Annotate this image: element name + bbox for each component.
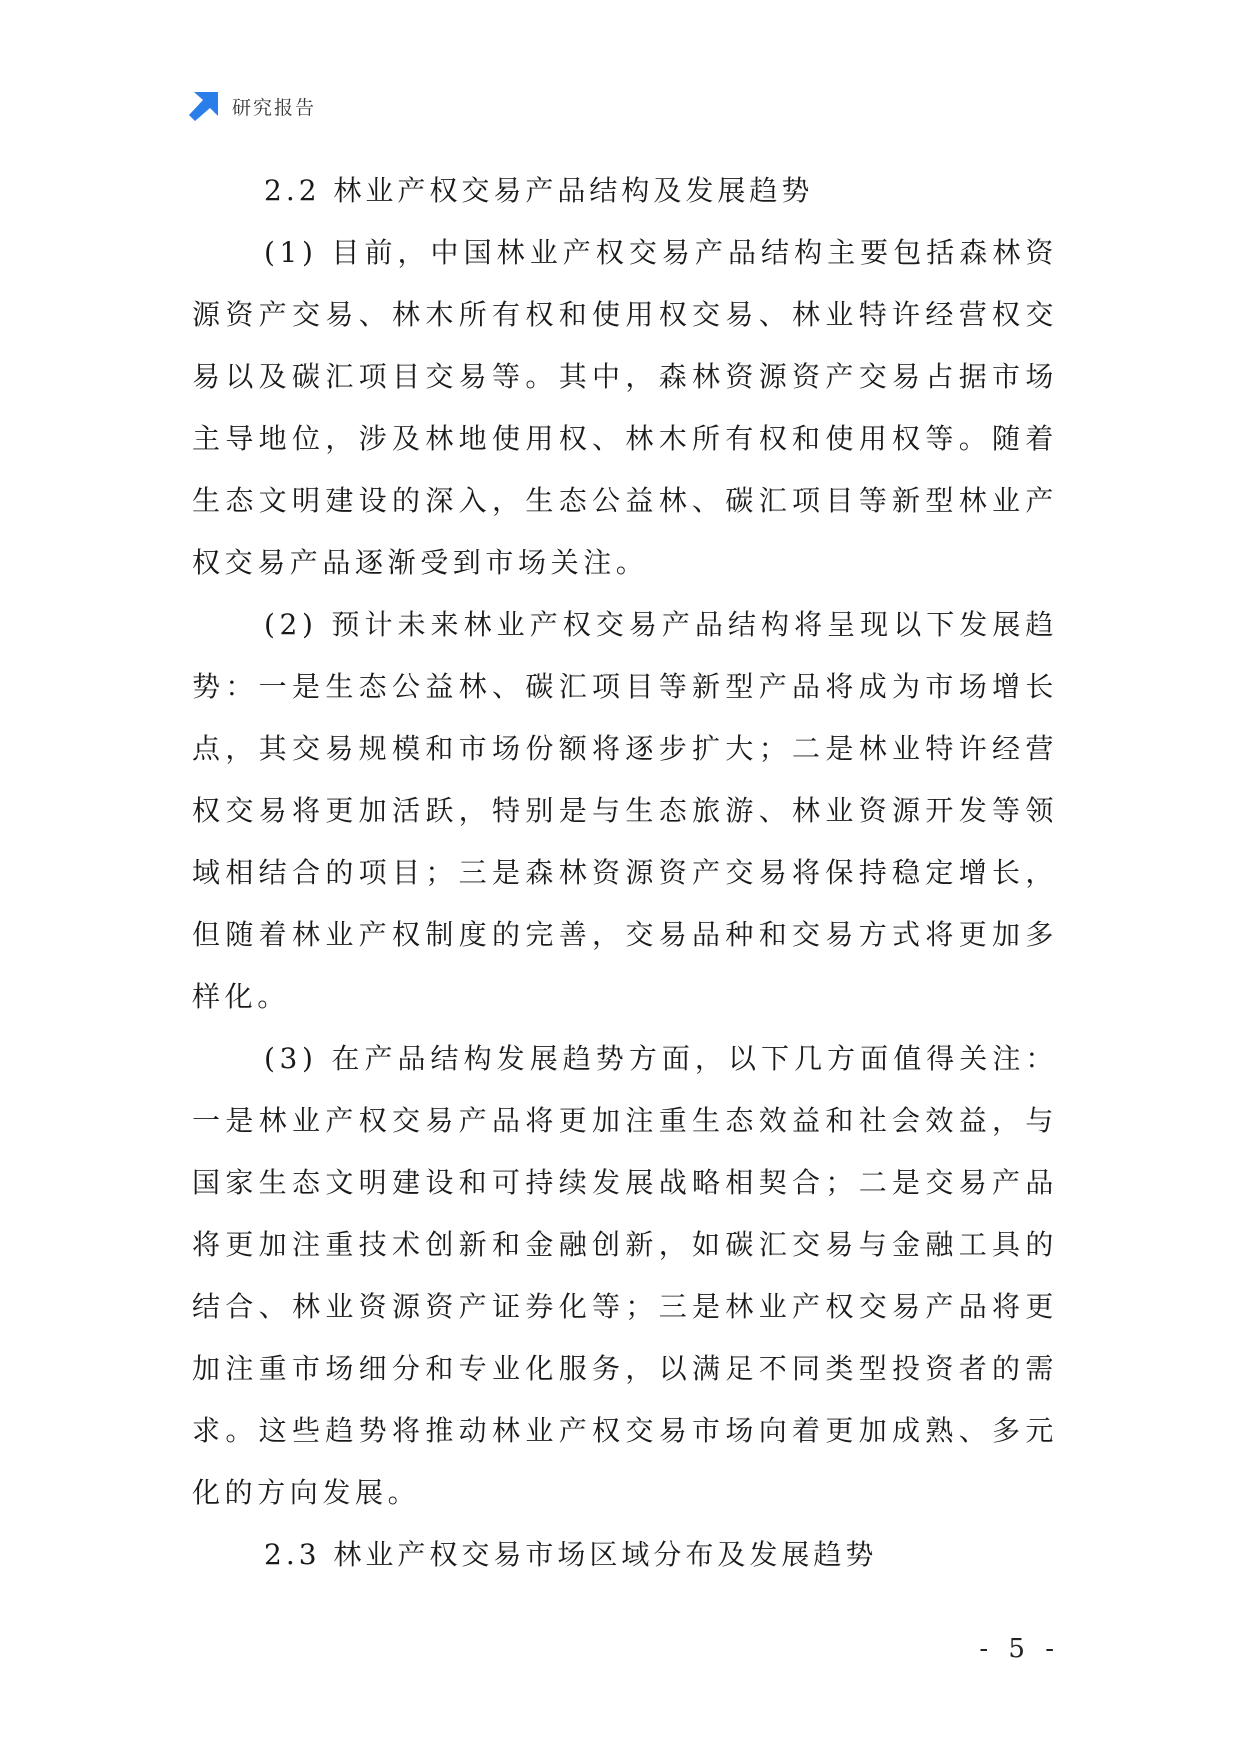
report-header [188, 88, 316, 124]
paragraph: (2) 预计未来林业产权交易产品结构将呈现以下发展趋势：一是生态公益林、碳汇项目等新型产品将成为市场增长点，其交易规模和市场份额将逐步扩大；二是林业特许经营权交易将更加活跃，特别是与生态旅游、林业资源开发等领域相结合的项目；三是森林资源资产交易将保持稳定增长，但随着林业产权制度的完善，交易品种和交易方式将更加多样化。 [192, 608, 1058, 1013]
document-body [192, 160, 1058, 1586]
paragraph: (1) 目前，中国林业产权交易产品结构主要包括森林资源资产交易、林木所有权和使用权交易、林业特许经营权交易以及碳汇项目交易等。其中，森林资源资产交易占据市场主导地位，涉及林地使用权、林木所有权和使用权等。随着生态文明建设的深入，生态公益林、碳汇项目等新型林业产权交易产品逐渐受到市场关注。 [192, 236, 1058, 579]
report-header-title: 研究报告 [232, 96, 317, 119]
arrow-up-right-icon [188, 90, 220, 122]
next-section-heading: 2.3 林业产权交易市场区域分布及发展趋势 [264, 1538, 878, 1571]
paragraph: (3) 在产品结构发展趋势方面，以下几方面值得关注：一是林业产权交易产品将更加注重生态效益和社会效益，与国家生态文明建设和可持续发展战略相契合；二是交易产品将更加注重技术创新和金融创新，如碳汇交易与金融工具的结合、林业资源资产证券化等；三是林业产权交易产品将更加注重市场细分和专业化服务，以满足不同类型投资者的需求。这些趋势将推动林业产权交易市场向着更加成熟、多元化的方向发展。 [192, 1042, 1058, 1509]
page-number: - 5 - [979, 1634, 1060, 1664]
section-heading: 2.2 林业产权交易产品结构及发展趋势 [264, 174, 814, 207]
